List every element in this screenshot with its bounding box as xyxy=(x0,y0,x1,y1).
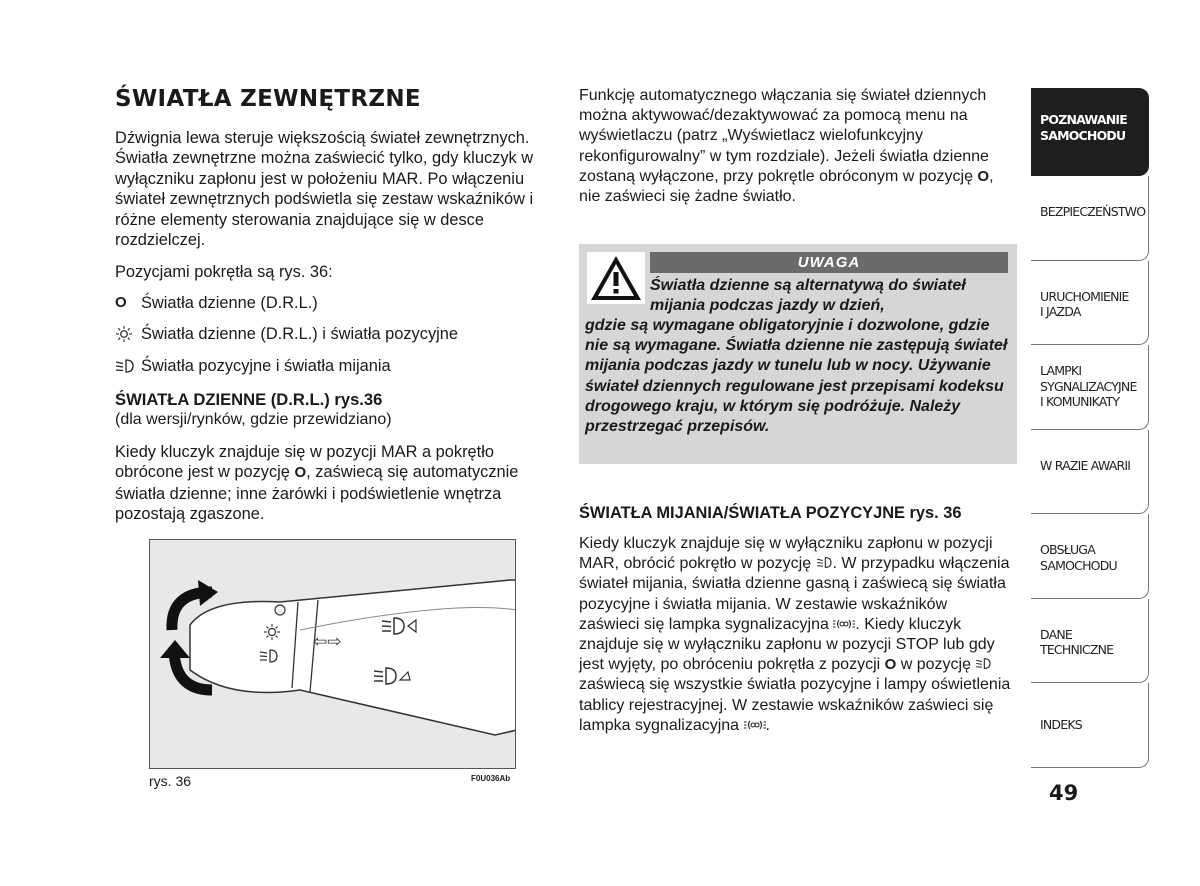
position-label: Światła dzienne (D.R.L.) i światła pozycyjne xyxy=(141,325,459,344)
warning-title: UWAGA xyxy=(650,252,1008,273)
tab-obsluga-samochodu[interactable]: OBSŁUGA SAMOCHODU xyxy=(1031,514,1149,599)
tab-w-razie-awarii[interactable]: W RAZIE AWARII xyxy=(1031,430,1149,515)
low-beam-paragraph: Kiedy kluczyk znajduje się w wyłączniku zapłonu w pozycji MAR, obrócić pokrętło w pozycję . W przypadku włączenia świateł mijania, światła dzienne gasną i zaświecą się światła pozycyjne i światła mijania. W zestawie wskaźników zaświeci się lampka sygnalizacyjna . Kiedy kluczyk znajduje się w wyłączniku zapłonu w pozycji STOP lub gdy jest wyjęty, po obróceniu pokrętła z pozycji O w pozycję zaświecą się wszystkie światła pozycyjne i lampy oświetlenia tablicy rejestracyjnej. W zestawie wskaźników zaświeci się lampka sygnalizacyjna . xyxy=(579,535,1011,734)
svg-text:⇦⇨: ⇦⇨ xyxy=(313,632,342,652)
low-beam-icon xyxy=(816,556,833,569)
position-lamp-icon xyxy=(744,719,766,731)
low-beam-icon xyxy=(115,358,141,374)
figure-caption: rys. 36 xyxy=(149,773,192,789)
drl-note: (dla wersji/rynków, gdzie przewidziano) xyxy=(115,411,392,429)
positions-intro: Pozycjami pokrętła są rys. 36: xyxy=(115,263,333,282)
tab-poznawanie-samochodu[interactable]: POZNAWANIE SAMOCHODU xyxy=(1031,88,1149,176)
tab-lampki-sygnalizacyjne[interactable]: LAMPKI SYGNALIZACYJNE I KOMUNIKATY xyxy=(1031,345,1149,430)
lever-figure xyxy=(149,539,516,769)
tab-bezpieczenstwo[interactable]: BEZPIECZEŃSTWO xyxy=(1031,176,1149,261)
low-beam-section xyxy=(579,504,1011,748)
figure-code: F0U036Ab xyxy=(471,774,511,783)
drl-paragraph: Kiedy kluczyk znajduje się w pozycji MAR a pokrętło obrócone jest w pozycję O, zaświecą się automatycznie światła dzienne; inne żarówki i podświetlenie wnętrza pozostają zgaszone. xyxy=(115,443,519,524)
right-column xyxy=(579,86,1011,219)
warning-text-body: gdzie są wymagane obligatoryjnie i dozwolone, gdzie nie są wymagane. Światła dzienne nie zastępują świateł mijania podczas jazdy w tunelu lub w nocy. Używanie świateł dziennych regulowane jest przepisami kodeksu drogowego kraju, w którym się podróżuje. Należy przestrzegać przepisów. xyxy=(585,317,1008,436)
warning-box xyxy=(579,244,1017,464)
section-title: ŚWIATŁA ZEWNĘTRZNE xyxy=(115,86,421,112)
warning-icon xyxy=(587,252,645,304)
page-number: 49 xyxy=(1049,781,1079,805)
chapter-tabs xyxy=(1031,88,1149,768)
position-label: Światła pozycyjne i światła mijania xyxy=(141,356,391,375)
position-item-parking xyxy=(115,324,560,344)
low-beam-icon xyxy=(975,657,992,670)
circle-o-icon: O xyxy=(115,293,127,311)
position-label: Światła dzienne (D.R.L.) xyxy=(141,293,318,312)
drl-auto-paragraph: Funkcję automatycznego włączania się świateł dziennych można aktywować/dezaktywować za pomocą menu na wyświetlaczu (patrz „Wyświetlacz wielofunkcyjny rekonfigurowalny” w tym rozdziale). Jeżeli światła dzienne zostaną wyłączone, przy pokrętle obróconym w pozycję O, nie zaświeci się żadne światło. xyxy=(579,87,994,206)
position-item-lowbeam xyxy=(115,356,560,376)
parking-light-icon xyxy=(115,325,141,343)
tab-dane-techniczne[interactable]: DANE TECHNICZNE xyxy=(1031,599,1149,684)
position-item-o xyxy=(115,293,560,313)
drl-heading: ŚWIATŁA DZIENNE (D.R.L.) rys.36 xyxy=(115,390,383,410)
tab-uruchomienie-i-jazda[interactable]: URUCHOMIENIE I JAZDA xyxy=(1031,261,1149,346)
tab-indeks[interactable]: INDEKS xyxy=(1031,683,1149,768)
intro-paragraph: Dźwignia lewa steruje większością świateł zewnętrznych. Światła zewnętrzne można zaświecić tylko, gdy kluczyk w wyłączniku zapłonu jest w położeniu MAR. Po włączeniu świateł zewnętrznych podświetla się zestaw wskaźników i różne elementy sterowania znajdujące się w desce rozdzielczej. xyxy=(115,129,534,250)
position-lamp-icon xyxy=(833,618,855,630)
warning-text-top: Światła dzienne są alternatywą do świateł mijania podczas jazdy w dzień, xyxy=(650,277,966,315)
left-column xyxy=(115,86,560,537)
low-beam-heading: ŚWIATŁA MIJANIA/ŚWIATŁA POZYCYJNE rys. 36 xyxy=(579,504,962,522)
